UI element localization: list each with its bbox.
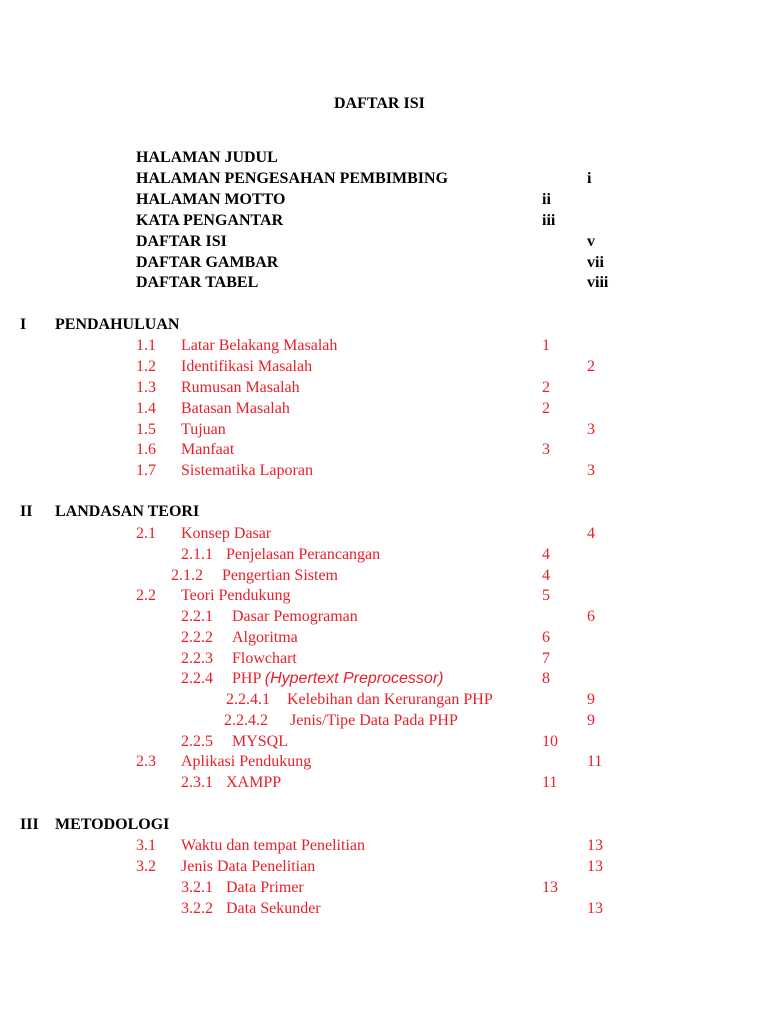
toc-entry-number: 1.4	[136, 400, 156, 417]
toc-front-label: HALAMAN MOTTO	[136, 191, 286, 208]
toc-entry-text: Pengertian Sistem	[222, 567, 338, 584]
toc-front-page: v	[587, 233, 595, 250]
toc-entry-page: 13	[587, 900, 603, 917]
toc-entry-text: Penjelasan Perancangan	[226, 546, 381, 563]
toc-entry-page: 6	[587, 608, 595, 625]
toc-entry-text: Aplikasi Pendukung	[181, 753, 312, 770]
toc-entry-page: 7	[542, 650, 550, 667]
toc-front-label: HALAMAN PENGESAHAN PEMBIMBING	[136, 170, 449, 187]
toc-entry-number: 1.5	[136, 421, 156, 438]
toc-entry-text: Dasar Pemograman	[232, 608, 358, 625]
toc-entry-page: 11	[587, 753, 603, 770]
toc-entry-text: Data Primer	[226, 879, 304, 896]
toc-entry-number: 2.2.1	[181, 608, 213, 625]
toc-entry-number: 2.3.1	[181, 774, 213, 791]
toc-entry-text: Tujuan	[181, 421, 226, 438]
toc-entry-page: 2	[587, 358, 595, 375]
toc-entry-page: 4	[542, 546, 550, 563]
page-title: DAFTAR ISI	[334, 95, 425, 112]
toc-front-page: vii	[587, 254, 604, 271]
toc-entry-number: 2.3	[136, 753, 156, 770]
toc-front-page: ii	[542, 191, 551, 208]
toc-entry-number: 2.1.1	[181, 546, 213, 563]
toc-entry-page: 3	[542, 441, 550, 458]
toc-front-label: DAFTAR TABEL	[136, 274, 259, 291]
toc-entry-page: 2	[542, 400, 550, 417]
toc-entry-page: 13	[587, 837, 603, 854]
toc-entry-number: 2.2.3	[181, 650, 213, 667]
toc-entry-page: 10	[542, 733, 558, 750]
toc-entry-text: Batasan Masalah	[181, 400, 290, 417]
toc-front-page: i	[587, 170, 592, 187]
chapter-title: LANDASAN TEORI	[55, 503, 200, 520]
toc-entry-number: 1.1	[136, 337, 156, 354]
toc-entry-number: 1.6	[136, 441, 156, 458]
toc-entry-number: 2.2.4.2	[224, 712, 268, 729]
chapter-title: PENDAHULUAN	[55, 316, 180, 333]
toc-entry-text: MYSQL	[232, 733, 289, 750]
toc-front-label: DAFTAR ISI	[136, 233, 227, 250]
toc-entry-page: 8	[542, 670, 550, 687]
toc-entry-page: 11	[542, 774, 558, 791]
toc-front-label: KATA PENGANTAR	[136, 212, 284, 229]
toc-entry-page: 9	[587, 691, 595, 708]
toc-front-label: DAFTAR GAMBAR	[136, 254, 279, 271]
toc-entry-number: 3.2.1	[181, 879, 213, 896]
chapter-numeral: III	[20, 816, 39, 833]
toc-entry-number: 2.1.2	[171, 567, 203, 584]
toc-front-label: HALAMAN JUDUL	[136, 149, 278, 166]
toc-entry-number: 2.2	[136, 587, 156, 604]
toc-entry-number: 3.2	[136, 858, 156, 875]
toc-entry-text: Flowchart	[232, 650, 297, 667]
toc-entry-page: 5	[542, 587, 550, 604]
toc-entry-text	[232, 669, 443, 689]
toc-entry-number: 3.1	[136, 837, 156, 854]
toc-entry-page: 2	[542, 379, 550, 396]
toc-entry-text-italic: (Hypertext Preprocessor)	[264, 670, 444, 687]
toc-entry-number: 3.2.2	[181, 900, 213, 917]
toc-entry-number: 2.1	[136, 525, 156, 542]
toc-entry-page: 4	[542, 567, 550, 584]
toc-entry-text: Jenis/Tipe Data Pada PHP	[290, 712, 458, 729]
toc-entry-text: Sistematika Laporan	[181, 462, 313, 479]
toc-entry-text-main: PHP	[232, 670, 261, 687]
toc-entry-number: 2.2.2	[181, 629, 213, 646]
toc-entry-text: XAMPP	[226, 774, 282, 791]
toc-entry-page: 3	[587, 421, 595, 438]
toc-entry-number: 1.3	[136, 379, 156, 396]
toc-front-page: viii	[587, 274, 609, 291]
toc-entry-page: 9	[587, 712, 595, 729]
toc-entry-page: 3	[587, 462, 595, 479]
toc-entry-text: Waktu dan tempat Penelitian	[181, 837, 365, 854]
toc-entry-text: Identifikasi Masalah	[181, 358, 313, 375]
toc-entry-text: Data Sekunder	[226, 900, 321, 917]
chapter-numeral: II	[20, 503, 33, 520]
toc-entry-text: Algoritma	[232, 629, 298, 646]
toc-entry-number: 1.7	[136, 462, 156, 479]
toc-entry-page: 13	[587, 858, 603, 875]
toc-entry-text: Latar Belakang Masalah	[181, 337, 338, 354]
toc-entry-text: Kelebihan dan Kerurangan PHP	[287, 691, 493, 708]
toc-entry-number: 1.2	[136, 358, 156, 375]
toc-entry-number: 2.2.4	[181, 670, 213, 687]
chapter-numeral: I	[20, 316, 27, 333]
toc-entry-number: 2.2.4.1	[226, 691, 270, 708]
toc-entry-text: Jenis Data Penelitian	[181, 858, 316, 875]
toc-front-page: iii	[542, 212, 556, 229]
toc-entry-page: 13	[542, 879, 558, 896]
toc-entry-text: Konsep Dasar	[181, 525, 272, 542]
toc-entry-text: Teori Pendukung	[181, 587, 291, 604]
chapter-title: METODOLOGI	[55, 816, 170, 833]
toc-entry-page: 4	[587, 525, 595, 542]
toc-entry-number: 2.2.5	[181, 733, 213, 750]
toc-entry-text: Manfaat	[181, 441, 235, 458]
toc-entry-text: Rumusan Masalah	[181, 379, 300, 396]
toc-entry-page: 1	[542, 337, 550, 354]
toc-entry-page: 6	[542, 629, 550, 646]
